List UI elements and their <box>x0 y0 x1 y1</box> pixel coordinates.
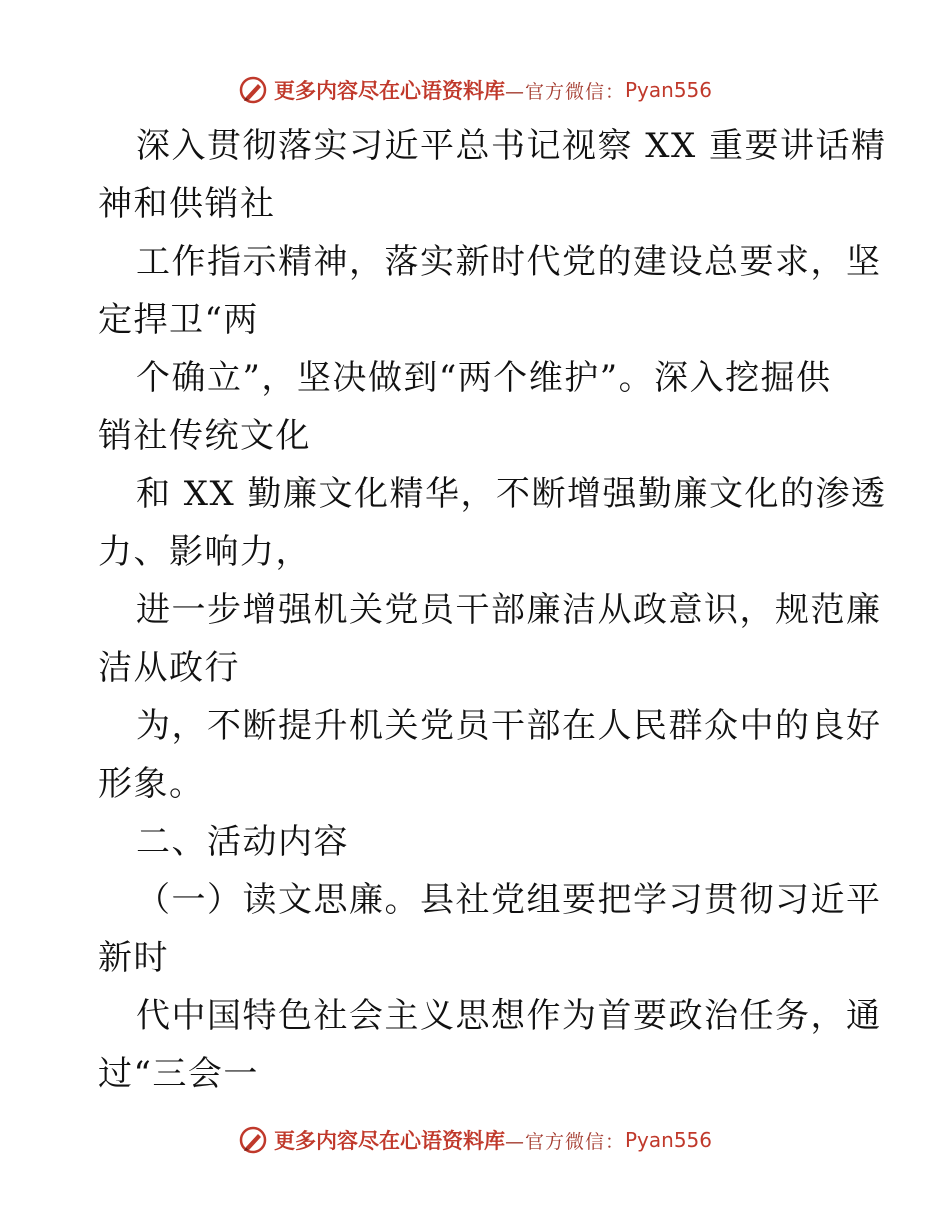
watermark-wechat-id: Pyan556 <box>625 78 713 102</box>
header-watermark <box>0 70 950 110</box>
text-line: 进一步增强机关党员干部廉洁从政意识，规范廉 <box>136 590 882 630</box>
text-line: 为，不断提升机关党员干部在人民群众中的良好 <box>136 706 882 746</box>
watermark-separator: —官方微信： <box>504 1130 625 1153</box>
text-line: 力、影响力， <box>98 532 311 572</box>
text-line: 神和供销社 <box>98 184 276 224</box>
section-heading: 二、活动内容 <box>136 822 349 862</box>
text-line: 销社传统文化 <box>98 416 311 456</box>
footer-watermark <box>0 1120 950 1160</box>
text-line: 代中国特色社会主义思想作为首要政治任务，通 <box>136 996 882 1036</box>
pen-logo-icon <box>238 1125 268 1155</box>
text-line: 工作指示精神，落实新时代党的建设总要求，坚 <box>136 242 882 282</box>
watermark-text: 更多内容尽在心语资料库 <box>273 1129 505 1153</box>
text-line: 和 XX 勤廉文化精华，不断增强勤廉文化的渗透 <box>136 474 887 514</box>
text-line: 过“三会一 <box>98 1054 259 1094</box>
text-line: 洁从政行 <box>98 648 240 688</box>
text-line: （一）读文思廉。县社党组要把学习贯彻习近平 <box>136 880 882 920</box>
text-line: 个确立”，坚决做到“两个维护”。深入挖掘供 <box>136 358 832 398</box>
text-line: 深入贯彻落实习近平总书记视察 XX 重要讲话精 <box>136 126 887 166</box>
pen-logo-icon <box>238 75 268 105</box>
watermark-text: 更多内容尽在心语资料库 <box>273 79 505 103</box>
watermark-separator: —官方微信： <box>504 80 625 103</box>
text-line: 新时 <box>98 938 169 978</box>
document-body <box>98 117 887 1103</box>
text-line: 定捍卫“两 <box>98 300 259 340</box>
text-line: 形象。 <box>98 764 205 804</box>
watermark-wechat-id: Pyan556 <box>625 1128 713 1152</box>
